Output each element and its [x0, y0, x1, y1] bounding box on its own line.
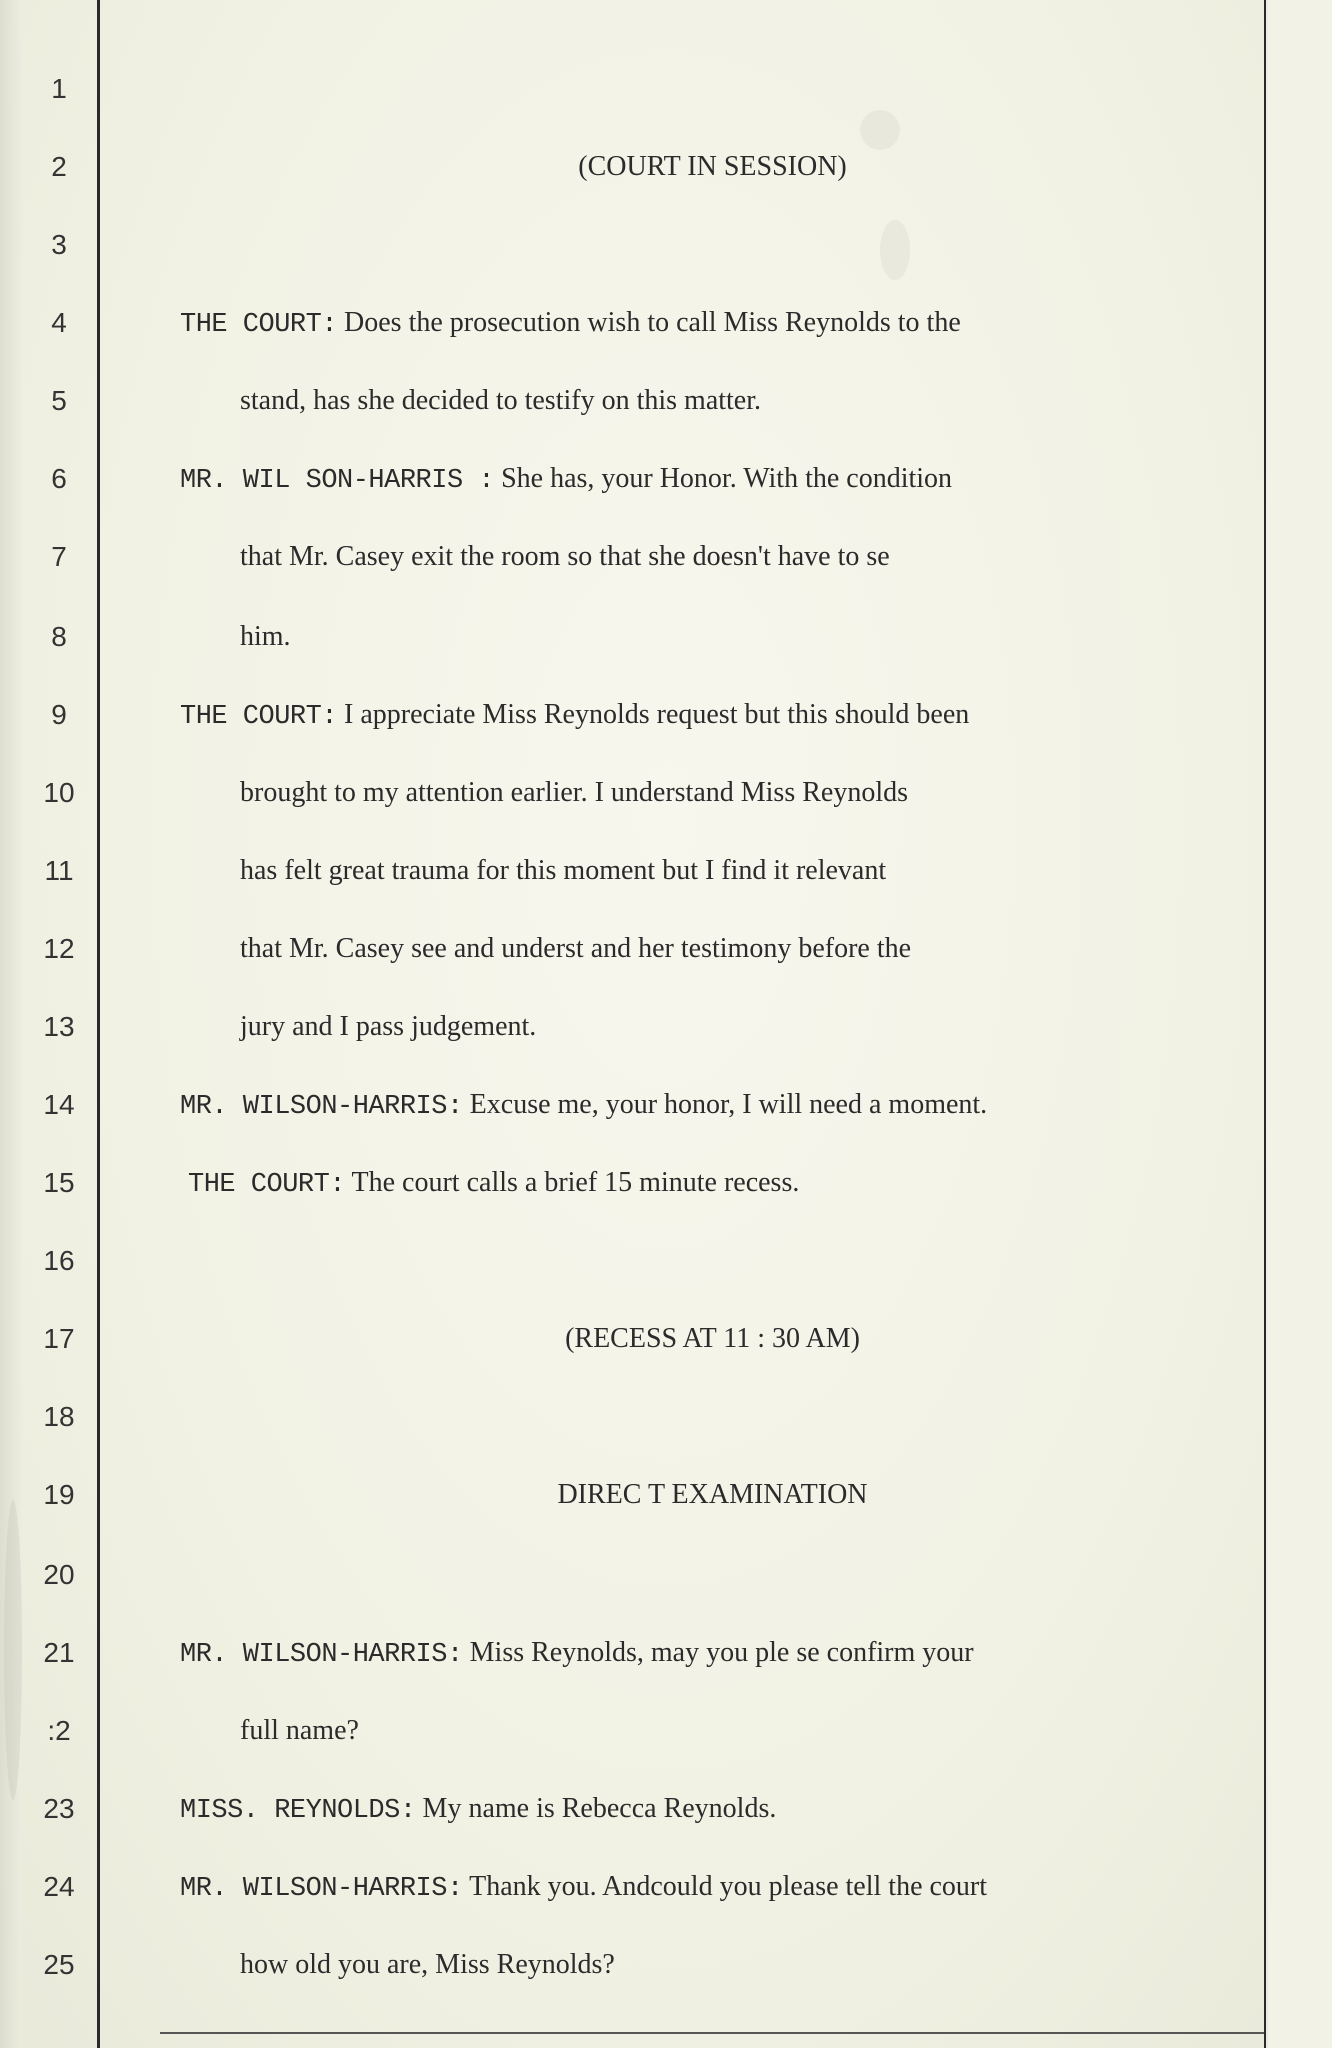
line-number: 25 — [43, 1949, 75, 1980]
transcript-line-8: him. — [240, 621, 291, 652]
speech-text: Thank you. Andcould you please tell the court — [462, 1871, 988, 1902]
speaker-label: MR. WILSON-HARRIS: — [180, 1092, 463, 1122]
transcript-line-6 — [180, 462, 952, 498]
transcript-line-25: how old you are, Miss Reynolds? — [240, 1949, 615, 1980]
line-number: 17 — [43, 1323, 75, 1354]
speech-text: I appreciate Miss Reynolds request but this should been — [337, 699, 970, 730]
examination-heading: DIREC T EXAMINATION — [557, 1479, 868, 1510]
line-number: 14 — [43, 1089, 75, 1120]
transcript-line-10: brought to my attention earlier. I understand Miss Reynolds — [240, 777, 909, 808]
line-number: 21 — [43, 1637, 75, 1668]
transcript-line-4 — [180, 306, 961, 342]
recess-heading: (RECESS AT 11 : 30 AM) — [565, 1323, 860, 1354]
session-heading: (COURT IN SESSION) — [578, 151, 847, 182]
speaker-label: THE COURT: — [180, 310, 338, 340]
line-number: 18 — [43, 1401, 75, 1432]
line-number: 11 — [44, 855, 74, 886]
speaker-label: THE COURT: — [188, 1170, 346, 1200]
line-number: 8 — [51, 621, 67, 652]
line-number: 2 — [51, 151, 67, 182]
transcript-line-23 — [180, 1792, 776, 1828]
line-number: 16 — [43, 1245, 75, 1276]
transcript-line-12: that Mr. Casey see and underst and her testimony before the — [240, 933, 912, 964]
paper-smudge — [4, 1500, 22, 1800]
line-number: 1 — [51, 73, 67, 104]
line-number: 10 — [43, 777, 75, 808]
bottom-rule — [160, 2032, 1264, 2034]
paper-smudge — [880, 220, 910, 280]
line-number: 4 — [51, 307, 67, 338]
transcript-line-7: that Mr. Casey exit the room so that she doesn't have to se — [240, 541, 890, 572]
line-number: 15 — [43, 1167, 75, 1198]
transcript-line-15 — [188, 1166, 799, 1202]
speaker-label: MR. WILSON-HARRIS: — [180, 1640, 463, 1670]
paper-right-margin — [1268, 0, 1332, 2048]
line-number: 5 — [51, 385, 67, 416]
transcript-line-21 — [180, 1636, 974, 1672]
line-number: 7 — [51, 541, 67, 572]
speech-text: Excuse me, your honor, I will need a moment. — [462, 1089, 988, 1120]
speech-text: My name is Rebecca Reynolds. — [415, 1793, 777, 1824]
line-number: 24 — [43, 1871, 75, 1902]
right-margin-rule — [1264, 0, 1266, 2048]
speech-text: She has, your Honor. With the condition — [494, 463, 953, 494]
speaker-label: THE COURT: — [180, 702, 338, 732]
line-number: :2 — [47, 1715, 71, 1746]
transcript-line-22: full name? — [240, 1715, 359, 1746]
line-number: 19 — [43, 1479, 75, 1510]
transcript-line-5: stand, has she decided to testify on this matter. — [240, 385, 762, 416]
line-number: 12 — [43, 933, 75, 964]
transcript-line-11: has felt great trauma for this moment but I find it relevant — [240, 855, 887, 886]
paper-smudge — [860, 110, 900, 150]
line-number: 20 — [43, 1559, 75, 1590]
speech-text: Does the prosecution wish to call Miss Reynolds to the — [337, 307, 961, 338]
speaker-label: MR. WILSON-HARRIS: — [180, 1874, 463, 1904]
speaker-label: MISS. REYNOLDS: — [180, 1796, 416, 1826]
line-number: 13 — [43, 1011, 75, 1042]
line-number: 3 — [51, 229, 67, 260]
transcript-line-9 — [180, 698, 969, 734]
line-number: 23 — [43, 1793, 75, 1824]
left-margin-rule — [97, 0, 100, 2048]
speech-text: The court calls a brief 15 minute recess. — [345, 1167, 800, 1198]
transcript-line-13: jury and I pass judgement. — [240, 1011, 537, 1042]
line-number: 6 — [51, 463, 67, 494]
transcript-line-14 — [180, 1088, 987, 1124]
speech-text: Miss Reynolds, may you ple se confirm your — [462, 1637, 974, 1668]
speaker-label: MR. WIL SON-HARRIS : — [180, 466, 495, 496]
transcript-line-24 — [180, 1870, 987, 1906]
line-number: 9 — [51, 699, 67, 730]
